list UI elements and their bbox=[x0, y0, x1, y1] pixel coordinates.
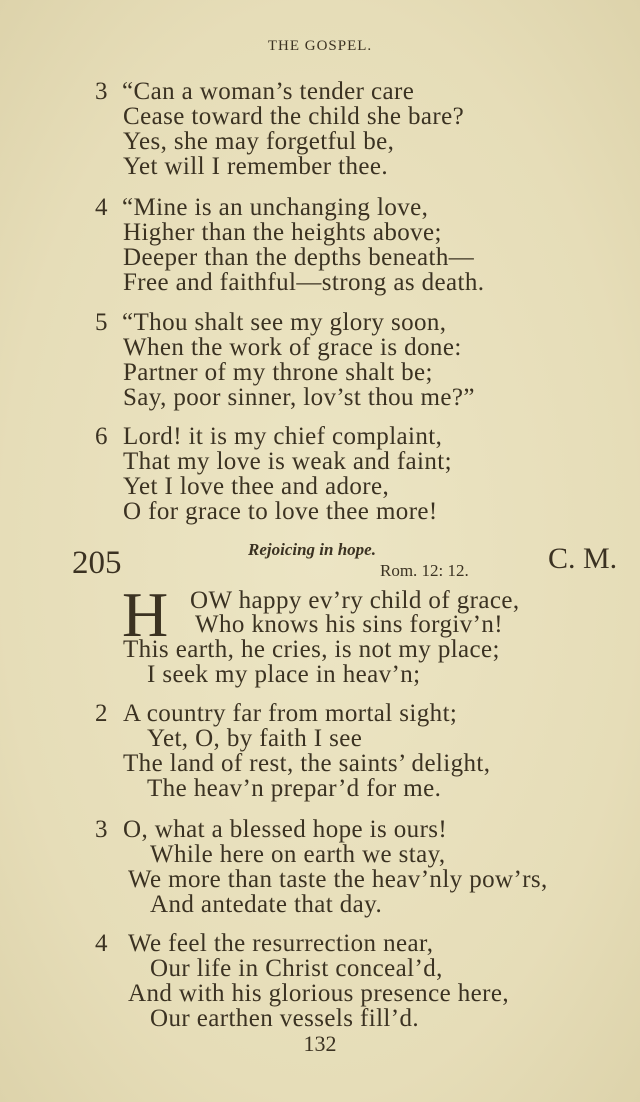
verse-line: When the work of grace is done: bbox=[123, 334, 462, 361]
stanza-number: 3 bbox=[95, 816, 108, 843]
scripture-reference: Rom. 12: 12. bbox=[380, 561, 469, 580]
verse-line: O, what a blessed hope is ours! bbox=[123, 816, 448, 843]
verse-line: “Can a woman’s tender care bbox=[122, 78, 415, 105]
stanza-number: 4 bbox=[95, 930, 108, 957]
verse-line: That my love is weak and faint; bbox=[123, 448, 452, 475]
verse-line: The land of rest, the saints’ delight, bbox=[123, 750, 491, 777]
verse-line: Partner of my throne shalt be; bbox=[123, 359, 433, 386]
verse-line: Who knows his sins forgiv’n! bbox=[195, 611, 503, 638]
page-number: 132 bbox=[303, 1031, 337, 1056]
verse-line: While here on earth we stay, bbox=[150, 841, 446, 868]
hymn-meter: C. M. bbox=[548, 542, 618, 575]
verse-line: Free and faithful—strong as death. bbox=[123, 269, 485, 296]
hymn-number: 205 bbox=[72, 545, 122, 581]
verse-line: The heav’n prepar’d for me. bbox=[147, 775, 442, 802]
stanza-number: 2 bbox=[95, 700, 108, 727]
verse-line: O for grace to love thee more! bbox=[123, 498, 438, 525]
verse-line: Yes, she may forgetful be, bbox=[123, 128, 395, 155]
verse-line: Lord! it is my chief complaint, bbox=[123, 423, 443, 450]
verse-line: Our earthen vessels fill’d. bbox=[150, 1005, 420, 1032]
verse-line: Our life in Christ conceal’d, bbox=[150, 955, 443, 982]
verse-line: Cease toward the child she bare? bbox=[123, 103, 465, 130]
verse-line: “Thou shalt see my glory soon, bbox=[122, 309, 447, 336]
stanza-number: 5 bbox=[95, 309, 108, 336]
verse-line: We more than taste the heav’nly pow’rs, bbox=[128, 866, 548, 893]
verse-line: Higher than the heights above; bbox=[123, 219, 442, 246]
stanza-number: 6 bbox=[95, 423, 108, 450]
verse-line: I seek my place in heav’n; bbox=[147, 661, 421, 688]
verse-line: And antedate that day. bbox=[150, 891, 383, 918]
drop-cap: H bbox=[122, 579, 169, 650]
verse-line: OW happy ev’ry child of grace, bbox=[190, 587, 520, 614]
verse-line: Yet I love thee and adore, bbox=[123, 473, 390, 500]
verse-line: We feel the resurrection near, bbox=[128, 930, 434, 957]
verse-line: Say, poor sinner, lov’st thou me?” bbox=[123, 384, 475, 411]
hymn-title: Rejoicing in hope. bbox=[248, 540, 376, 559]
stanza-number: 3 bbox=[95, 78, 108, 105]
stanza-number: 4 bbox=[95, 194, 108, 221]
verse-line: Yet, O, by faith I see bbox=[147, 725, 363, 752]
verse-line: And with his glorious presence here, bbox=[128, 980, 509, 1007]
verse-line: A country far from mortal sight; bbox=[123, 700, 458, 727]
verse-line: This earth, he cries, is not my place; bbox=[123, 636, 500, 663]
running-header: THE GOSPEL. bbox=[267, 38, 373, 54]
verse-line: “Mine is an unchanging love, bbox=[122, 194, 429, 221]
verse-line: Deeper than the depths beneath— bbox=[123, 244, 475, 271]
verse-line: Yet will I remember thee. bbox=[123, 153, 389, 180]
